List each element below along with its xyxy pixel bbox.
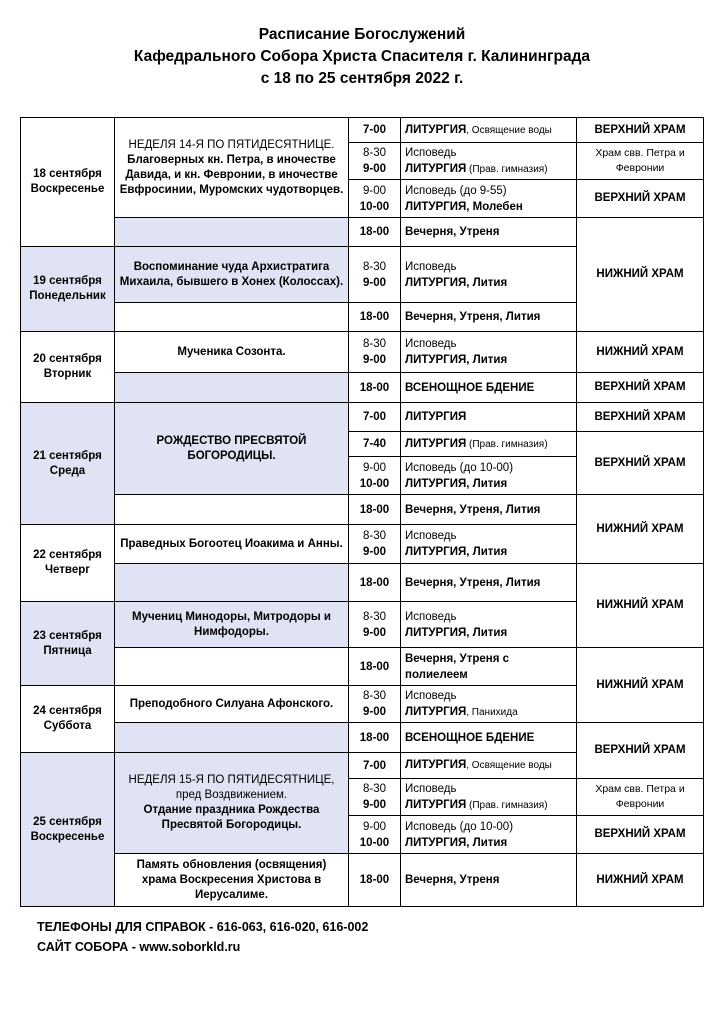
feast-text: Отдание праздника Рождества Пресвятой Богородицы. [143, 804, 320, 831]
time-main: 9-00 [362, 163, 387, 175]
table-row [21, 332, 704, 373]
empty-cell [115, 303, 349, 332]
service-cell: Вечерня, Утреня [401, 218, 577, 247]
service-line: Исповедь [405, 146, 457, 159]
time-main: 10-00 [359, 200, 390, 213]
time-cell: 18-00 [349, 854, 401, 907]
time-cell [349, 143, 401, 180]
table-row [21, 373, 704, 403]
service-note: (Прав. гимназия) [466, 438, 548, 450]
schedule-header [0, 24, 724, 90]
time-cell [349, 180, 401, 218]
service-cell [401, 143, 577, 180]
header-cathedral: Кафедрального Собора Христа Спасителя г. Калининграда [133, 48, 591, 65]
place-cell: НИЖНИЙ ХРАМ [577, 218, 704, 332]
day-date: 20 сентября [33, 353, 102, 365]
day-weekday: Суббота [43, 720, 92, 732]
header-title: Расписание Богослужений [258, 26, 466, 43]
time-main: 9-00 [362, 626, 387, 639]
service-cell: ВСЕНОЩНОЕ БДЕНИЕ [401, 373, 577, 403]
footer-site: САЙТ СОБОРА - www.soborkld.ru [37, 940, 241, 954]
service-name: ЛИТУРГИЯ [405, 123, 467, 136]
time-cell [349, 816, 401, 854]
service-line: Исповедь (до 10-00) [405, 820, 514, 833]
service-cell: Вечерня, Утреня, Лития [401, 495, 577, 525]
time-cell [349, 686, 401, 723]
time-start: 8-30 [362, 610, 387, 623]
service-name: ЛИТУРГИЯ, Молебен [405, 200, 523, 213]
empty-cell [115, 723, 349, 753]
service-name: ЛИТУРГИЯ [405, 705, 467, 718]
feast-subtitle: пред Воздвижением. [175, 789, 288, 801]
time-start: 8-30 [362, 147, 387, 159]
day-weekday: Среда [49, 464, 86, 477]
day-cell-19 [21, 247, 115, 332]
service-cell [401, 247, 577, 303]
time-main: 9-00 [362, 546, 387, 558]
service-cell [401, 457, 577, 495]
day-cell-23 [21, 602, 115, 686]
day-date: 19 сентября [33, 275, 102, 287]
time-start: 8-30 [362, 690, 387, 702]
time-main: 9-00 [362, 706, 387, 718]
service-cell [401, 118, 577, 143]
place-cell: ВЕРХНИЙ ХРАМ [577, 403, 704, 432]
time-cell [349, 247, 401, 303]
day-weekday: Воскресенье [30, 183, 105, 195]
empty-cell [115, 495, 349, 525]
day-weekday: Понедельник [29, 290, 106, 302]
service-name: ЛИТУРГИЯ, Лития [405, 626, 508, 639]
service-cell [401, 432, 577, 457]
time-start: 9-00 [362, 820, 387, 833]
time-main: 9-00 [362, 799, 387, 811]
service-cell [401, 602, 577, 648]
service-line: Исповедь (до 10-00) [405, 461, 514, 474]
feast-text: Благоверных кн. Петра, в иночестве Давида, и кн. Февронии, в иночестве Евфросинии, Муромских чудотворцев. [119, 153, 344, 196]
service-cell [401, 816, 577, 854]
feast-cell-19: Воспоминание чуда Архистратига Михаила, бывшего в Хонех (Колоссах). [115, 247, 349, 303]
feast-cell-18 [115, 118, 349, 218]
day-cell-18 [21, 118, 115, 247]
service-name: ЛИТУРГИЯ, Лития [405, 477, 508, 490]
service-cell: ВСЕНОЩНОЕ БДЕНИЕ [401, 723, 577, 753]
service-line: Исповедь [405, 338, 457, 350]
time-cell: 7-00 [349, 753, 401, 779]
time-cell: 18-00 [349, 218, 401, 247]
table-row [21, 854, 704, 907]
time-main: 9-00 [362, 354, 387, 366]
time-start: 8-30 [362, 783, 387, 795]
time-cell [349, 602, 401, 648]
service-line: Исповедь [405, 530, 457, 542]
service-line: Исповедь [405, 610, 457, 623]
time-main: 9-00 [362, 276, 387, 289]
service-line: Исповедь [405, 260, 457, 273]
feast-cell-23: Мучениц Минодоры, Митродоры и Нимфодоры. [115, 602, 349, 648]
service-note: (Прав. гимназия) [466, 799, 548, 811]
time-cell: 18-00 [349, 373, 401, 403]
service-cell [401, 686, 577, 723]
service-cell: Вечерня, Утреня [401, 854, 577, 907]
service-cell [401, 779, 577, 816]
feast-cell-25 [115, 753, 349, 854]
service-name: ЛИТУРГИЯ, Лития [405, 836, 508, 849]
service-cell: Вечерня, Утреня с полиелеем [401, 648, 577, 686]
service-cell [401, 332, 577, 373]
place-cell: ВЕРХНИЙ ХРАМ [577, 432, 704, 495]
time-start: 9-00 [362, 184, 387, 197]
place-cell: ВЕРХНИЙ ХРАМ [577, 373, 704, 403]
place-cell: ВЕРХНИЙ ХРАМ [577, 118, 704, 143]
table-row [21, 648, 704, 686]
table-row [21, 723, 704, 753]
service-name: ЛИТУРГИЯ [405, 437, 467, 450]
day-date: 24 сентября [33, 705, 102, 717]
header-dates: с 18 по 25 сентября 2022 г. [260, 70, 464, 87]
time-start: 8-30 [362, 338, 387, 350]
table-row [21, 495, 704, 525]
time-cell [349, 525, 401, 564]
service-line: Исповедь [405, 782, 457, 795]
empty-cell [115, 564, 349, 602]
day-weekday: Воскресенье [30, 830, 105, 843]
schedule-footer [37, 917, 368, 957]
time-start: 8-30 [362, 530, 387, 542]
table-row [21, 218, 704, 247]
time-cell: 7-00 [349, 403, 401, 432]
time-cell: 18-00 [349, 303, 401, 332]
service-name: ЛИТУРГИЯ [405, 759, 467, 771]
day-date: 25 сентября [33, 815, 102, 828]
place-cell: НИЖНИЙ ХРАМ [577, 332, 704, 373]
table-row [21, 118, 704, 143]
service-name: ЛИТУРГИЯ [405, 798, 467, 811]
service-name: ЛИТУРГИЯ, Лития [405, 546, 508, 558]
schedule-table [20, 117, 704, 907]
day-weekday: Четверг [44, 564, 91, 576]
day-cell-24 [21, 686, 115, 753]
service-note: (Прав. гимназия) [466, 163, 548, 175]
place-cell: НИЖНИЙ ХРАМ [577, 495, 704, 564]
service-name: ЛИТУРГИЯ, Лития [405, 354, 508, 366]
time-cell: 18-00 [349, 495, 401, 525]
service-cell [401, 180, 577, 218]
table-row [21, 564, 704, 602]
time-cell [349, 779, 401, 816]
time-cell [349, 457, 401, 495]
feast-title: НЕДЕЛЯ 15-Я ПО ПЯТИДЕСЯТНИЦЕ, [128, 774, 335, 786]
feast-cell-22: Праведных Богоотец Иоакима и Анны. [115, 525, 349, 564]
time-cell: 18-00 [349, 648, 401, 686]
empty-cell [115, 648, 349, 686]
day-cell-22 [21, 525, 115, 602]
empty-cell [115, 373, 349, 403]
day-cell-25 [21, 753, 115, 907]
place-cell: НИЖНИЙ ХРАМ [577, 854, 704, 907]
footer-phones: ТЕЛЕФОНЫ ДЛЯ СПРАВОК - 616-063, 616-020, 616-002 [37, 920, 369, 934]
time-cell [349, 332, 401, 373]
time-main: 10-00 [359, 477, 390, 490]
day-date: 22 сентября [33, 549, 102, 561]
time-cell: 7-40 [349, 432, 401, 457]
place-cell: Храм свв. Петра и Февронии [577, 143, 704, 180]
time-start: 9-00 [362, 461, 387, 474]
day-date: 18 сентября [33, 168, 102, 180]
service-cell: Вечерня, Утреня, Лития [401, 564, 577, 602]
service-note: , Освящение воды [466, 760, 552, 771]
time-cell: 18-00 [349, 564, 401, 602]
place-cell: НИЖНИЙ ХРАМ [577, 648, 704, 723]
day-weekday: Пятница [43, 644, 92, 657]
time-start: 8-30 [362, 260, 387, 273]
time-cell: 18-00 [349, 723, 401, 753]
place-cell: Храм свв. Петра и Февронии [577, 779, 704, 816]
time-main: 10-00 [359, 836, 390, 849]
service-cell: ЛИТУРГИЯ [401, 403, 577, 432]
feast-cell-25-memory: Память обновления (освящения) храма Воскресения Христова в Иерусалиме. [115, 854, 349, 907]
service-name: ЛИТУРГИЯ [405, 162, 467, 175]
day-date: 21 сентября [33, 449, 102, 462]
place-cell: НИЖНИЙ ХРАМ [577, 564, 704, 648]
day-date: 23 сентября [33, 629, 102, 642]
place-cell: ВЕРХНИЙ ХРАМ [577, 816, 704, 854]
place-cell: ВЕРХНИЙ ХРАМ [577, 180, 704, 218]
service-line: Исповедь (до 9-55) [405, 184, 507, 197]
feast-cell-24: Преподобного Силуана Афонского. [115, 686, 349, 723]
day-cell-21 [21, 403, 115, 525]
feast-title: НЕДЕЛЯ 14-Я ПО ПЯТИДЕСЯТНИЦЕ. [128, 138, 335, 151]
feast-cell-20: Мученика Созонта. [115, 332, 349, 373]
empty-cell [115, 218, 349, 247]
service-note: , Освящение воды [466, 124, 552, 136]
place-cell: ВЕРХНИЙ ХРАМ [577, 723, 704, 779]
feast-cell-21: РОЖДЕСТВО ПРЕСВЯТОЙ БОГОРОДИЦЫ. [115, 403, 349, 495]
service-line: Исповедь [405, 689, 457, 702]
day-cell-20 [21, 332, 115, 403]
time-cell: 7-00 [349, 118, 401, 143]
service-note: , Панихида [466, 706, 518, 718]
service-cell [401, 753, 577, 779]
table-row [21, 403, 704, 432]
service-name: ЛИТУРГИЯ, Лития [405, 276, 508, 289]
service-cell [401, 525, 577, 564]
day-weekday: Вторник [43, 368, 92, 380]
service-cell: Вечерня, Утреня, Лития [401, 303, 577, 332]
